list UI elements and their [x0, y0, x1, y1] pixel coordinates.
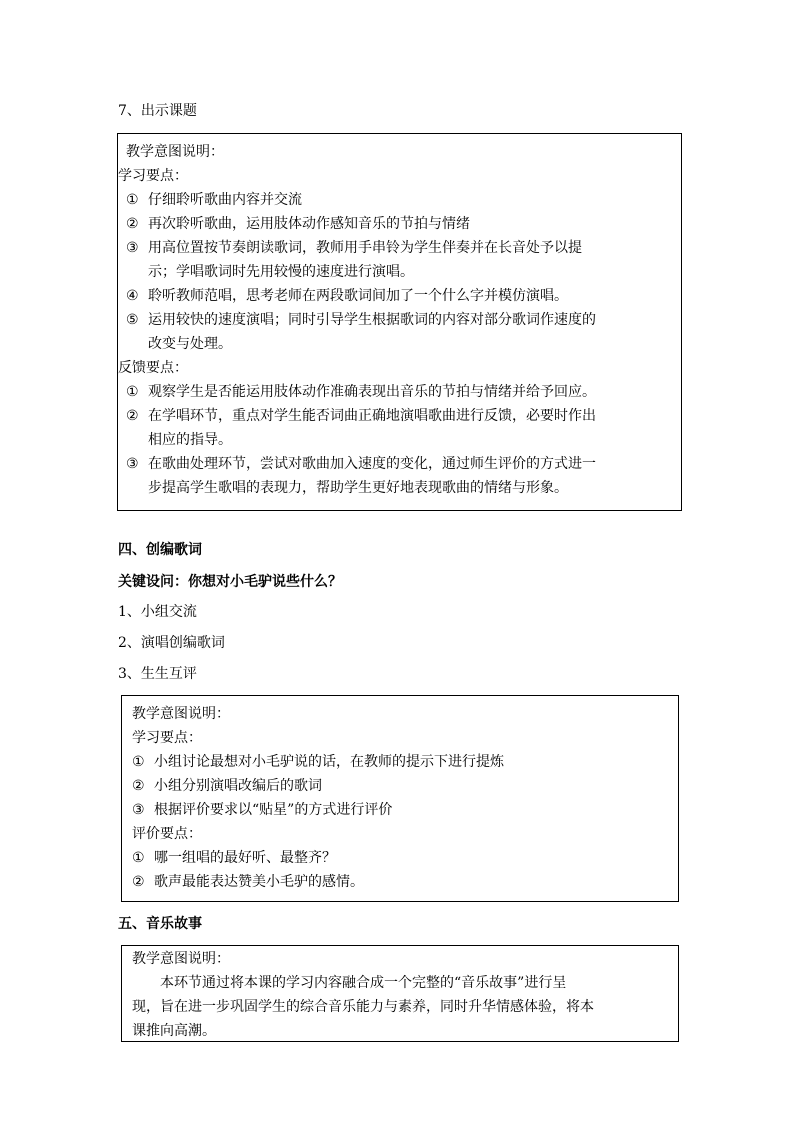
list-item-continuation: 步提高学生歌唱的表现力，帮助学生更好地表现歌曲的情绪与形象。 [148, 480, 568, 496]
item-text: 小组讨论最想对小毛驴说的话，在教师的提示下进行提炼 [154, 754, 504, 770]
item-number: ⑤ [126, 312, 139, 328]
item-text: 用高位置按节奏朗读歌词，教师用手串铃为学生伴奏并在长音处予以提 [148, 240, 582, 256]
list-item [126, 382, 596, 402]
box-title: 教学意图说明： [132, 706, 230, 722]
list-item [126, 238, 582, 258]
item-number: ③ [126, 240, 139, 256]
item-text: 运用较快的速度演唱；同时引导学生根据歌词的内容对部分歌词作速度的 [148, 312, 596, 328]
list-item [126, 190, 302, 210]
box-title: 教学意图说明： [132, 951, 230, 967]
list-item [132, 848, 336, 868]
list-item [126, 286, 568, 306]
section-7-heading: 7、出示课题 [118, 103, 197, 119]
item-number: ③ [126, 456, 139, 472]
teaching-intent-box-1 [117, 133, 682, 511]
list-item [126, 406, 596, 426]
item-text: 聆听教师范唱，思考老师在两段歌词间加了一个什么字并模仿演唱。 [148, 288, 568, 304]
item-text: 再次聆听歌曲，运用肢体动作感知音乐的节拍与情绪 [148, 216, 470, 232]
step-item: 2、演唱创编歌词 [118, 635, 225, 651]
learning-points-title: 学习要点： [132, 730, 202, 746]
box-title: 教学意图说明： [126, 144, 224, 160]
item-number: ② [132, 874, 145, 890]
paragraph-line: 现，旨在进一步巩固学生的综合音乐能力与素养，同时升华情感体验，将本 [132, 999, 594, 1015]
item-text: 哪一组唱的最好听、最整齐？ [154, 850, 336, 866]
list-item [132, 872, 364, 892]
section-4-heading: 四、创编歌词 [118, 542, 202, 558]
item-text: 观察学生是否能运用肢体动作准确表现出音乐的节拍与情绪并给予回应。 [148, 384, 596, 400]
item-text: 在歌曲处理环节，尝试对歌曲加入速度的变化，通过师生评价的方式进一 [148, 456, 596, 472]
item-number: ④ [126, 288, 139, 304]
teaching-intent-box-3 [121, 945, 679, 1042]
item-number: ② [132, 778, 145, 794]
item-text: 小组分别演唱改编后的歌词 [154, 778, 322, 794]
item-number: ③ [132, 802, 145, 818]
step-item: 1、小组交流 [118, 604, 197, 620]
step-item: 3、生生互评 [118, 666, 197, 682]
feedback-points-title: 反馈要点： [118, 360, 188, 376]
section-5-heading: 五、音乐故事 [118, 916, 202, 932]
list-item-continuation: 示；学唱歌词时先用较慢的速度进行演唱。 [148, 264, 414, 280]
item-text: 在学唱环节，重点对学生能否词曲正确地演唱歌曲进行反馈，必要时作出 [148, 408, 596, 424]
list-item-continuation: 相应的指导。 [148, 432, 232, 448]
item-number: ① [126, 192, 139, 208]
paragraph-line: 本环节通过将本课的学习内容融合成一个完整的“音乐故事”进行呈 [160, 975, 567, 991]
list-item [126, 214, 470, 234]
item-number: ① [132, 850, 145, 866]
teaching-intent-box-2 [121, 695, 679, 902]
list-item [132, 776, 322, 796]
evaluation-points-title: 评价要点： [132, 826, 202, 842]
list-item [132, 800, 392, 820]
item-text: 根据评价要求以“贴星”的方式进行评价 [154, 802, 393, 818]
list-item-continuation: 改变与处理。 [148, 336, 232, 352]
item-text: 歌声最能表达赞美小毛驴的感情。 [154, 874, 364, 890]
item-number: ① [132, 754, 145, 770]
item-text: 仔细聆听歌曲内容并交流 [148, 192, 302, 208]
item-number: ② [126, 408, 139, 424]
list-item [126, 310, 596, 330]
list-item [132, 752, 504, 772]
paragraph-line: 课推向高潮。 [132, 1023, 216, 1039]
list-item [126, 454, 596, 474]
learning-points-title: 学习要点： [118, 168, 188, 184]
key-question: 关键设问：你想对小毛驴说些什么？ [118, 574, 342, 590]
item-number: ① [126, 384, 139, 400]
item-number: ② [126, 216, 139, 232]
